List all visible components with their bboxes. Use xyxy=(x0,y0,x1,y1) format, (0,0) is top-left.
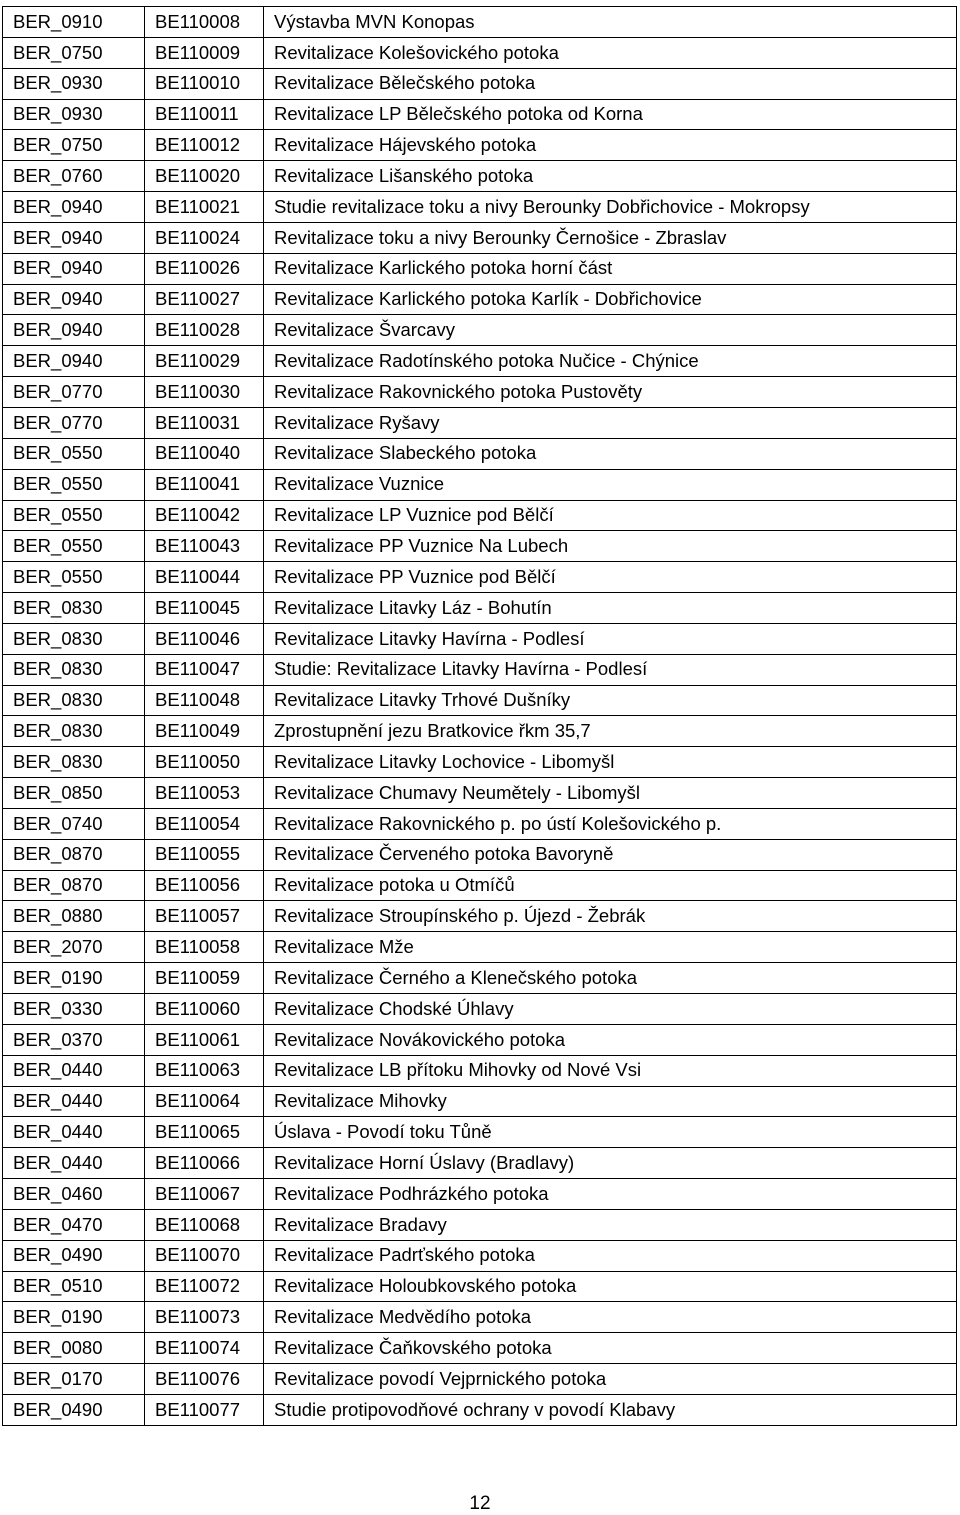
water-body-code-cell: BER_0550 xyxy=(3,469,145,500)
water-body-code-cell: BER_0940 xyxy=(3,222,145,253)
water-body-code-cell: BER_0470 xyxy=(3,1209,145,1240)
table-row xyxy=(3,161,957,192)
table-row xyxy=(3,994,957,1025)
measure-name-cell: Revitalizace Červeného potoka Bavoryně xyxy=(264,839,957,870)
table-row xyxy=(3,377,957,408)
water-body-code-cell: BER_0740 xyxy=(3,808,145,839)
measure-code-cell: BE110030 xyxy=(145,377,264,408)
table-row xyxy=(3,531,957,562)
measure-code-cell: BE110020 xyxy=(145,161,264,192)
measure-name-cell: Revitalizace Litavky Lochovice - Libomyšl xyxy=(264,747,957,778)
measure-code-cell: BE110054 xyxy=(145,808,264,839)
water-body-code-cell: BER_0550 xyxy=(3,500,145,531)
measure-name-cell: Studie protipovodňové ochrany v povodí Klabavy xyxy=(264,1394,957,1425)
measure-code-cell: BE110065 xyxy=(145,1117,264,1148)
measure-name-cell: Revitalizace Chodské Úhlavy xyxy=(264,994,957,1025)
measure-code-cell: BE110010 xyxy=(145,68,264,99)
table-row xyxy=(3,469,957,500)
measure-name-cell: Výstavba MVN Konopas xyxy=(264,7,957,38)
measure-code-cell: BE110024 xyxy=(145,222,264,253)
water-body-code-cell: BER_2070 xyxy=(3,932,145,963)
measure-code-cell: BE110045 xyxy=(145,593,264,624)
table-row xyxy=(3,130,957,161)
measure-code-cell: BE110027 xyxy=(145,284,264,315)
measure-name-cell: Revitalizace potoka u Otmíčů xyxy=(264,870,957,901)
measure-code-cell: BE110046 xyxy=(145,623,264,654)
water-body-code-cell: BER_0760 xyxy=(3,161,145,192)
measure-name-cell: Revitalizace Švarcavy xyxy=(264,315,957,346)
measure-code-cell: BE110028 xyxy=(145,315,264,346)
measure-name-cell: Revitalizace Kolešovického potoka xyxy=(264,37,957,68)
water-body-code-cell: BER_0940 xyxy=(3,284,145,315)
measure-name-cell: Revitalizace Bradavy xyxy=(264,1209,957,1240)
measure-name-cell: Revitalizace Radotínského potoka Nučice - Chýnice xyxy=(264,346,957,377)
table-row xyxy=(3,346,957,377)
water-body-code-cell: BER_0490 xyxy=(3,1394,145,1425)
table-row xyxy=(3,253,957,284)
measure-name-cell: Studie revitalizace toku a nivy Berounky Dobřichovice - Mokropsy xyxy=(264,192,957,223)
measure-code-cell: BE110059 xyxy=(145,963,264,994)
table-row xyxy=(3,407,957,438)
measure-name-cell: Revitalizace Ryšavy xyxy=(264,407,957,438)
measure-code-cell: BE110029 xyxy=(145,346,264,377)
table-row xyxy=(3,1117,957,1148)
table-row xyxy=(3,315,957,346)
measure-name-cell: Revitalizace Holoubkovského potoka xyxy=(264,1271,957,1302)
table-row xyxy=(3,623,957,654)
measure-name-cell: Revitalizace Bělečského potoka xyxy=(264,68,957,99)
table-row xyxy=(3,1394,957,1425)
water-body-code-cell: BER_0830 xyxy=(3,623,145,654)
measure-name-cell: Revitalizace Černého a Klenečského potoka xyxy=(264,963,957,994)
measure-code-cell: BE110008 xyxy=(145,7,264,38)
table-body xyxy=(3,7,957,1426)
water-body-code-cell: BER_0770 xyxy=(3,407,145,438)
table-row xyxy=(3,1209,957,1240)
table-row xyxy=(3,593,957,624)
measure-code-cell: BE110041 xyxy=(145,469,264,500)
measure-code-cell: BE110055 xyxy=(145,839,264,870)
table-row xyxy=(3,839,957,870)
measure-name-cell: Revitalizace Mže xyxy=(264,932,957,963)
measure-name-cell: Revitalizace LP Vuznice pod Bělčí xyxy=(264,500,957,531)
measure-name-cell: Revitalizace LB přítoku Mihovky od Nové Vsi xyxy=(264,1055,957,1086)
measure-code-cell: BE110064 xyxy=(145,1086,264,1117)
measure-name-cell: Revitalizace PP Vuznice pod Bělčí xyxy=(264,562,957,593)
table-row xyxy=(3,747,957,778)
table-row xyxy=(3,654,957,685)
measure-name-cell: Studie: Revitalizace Litavky Havírna - Podlesí xyxy=(264,654,957,685)
measure-code-cell: BE110077 xyxy=(145,1394,264,1425)
measure-code-cell: BE110057 xyxy=(145,901,264,932)
water-body-code-cell: BER_0550 xyxy=(3,531,145,562)
measure-name-cell: Revitalizace Stroupínského p. Újezd - Žebrák xyxy=(264,901,957,932)
table-row xyxy=(3,562,957,593)
project-table xyxy=(2,6,957,1426)
measure-code-cell: BE110012 xyxy=(145,130,264,161)
measure-name-cell: Revitalizace Karlického potoka horní část xyxy=(264,253,957,284)
table-row xyxy=(3,1364,957,1395)
table-row xyxy=(3,1086,957,1117)
measure-code-cell: BE110072 xyxy=(145,1271,264,1302)
measure-name-cell: Revitalizace Rakovnického p. po ústí Kolešovického p. xyxy=(264,808,957,839)
measure-code-cell: BE110021 xyxy=(145,192,264,223)
water-body-code-cell: BER_0080 xyxy=(3,1333,145,1364)
measure-code-cell: BE110061 xyxy=(145,1024,264,1055)
table-row xyxy=(3,932,957,963)
measure-name-cell: Revitalizace Čaňkovského potoka xyxy=(264,1333,957,1364)
water-body-code-cell: BER_0940 xyxy=(3,346,145,377)
measure-code-cell: BE110048 xyxy=(145,685,264,716)
water-body-code-cell: BER_0190 xyxy=(3,1302,145,1333)
measure-name-cell: Revitalizace Lišanského potoka xyxy=(264,161,957,192)
measure-code-cell: BE110042 xyxy=(145,500,264,531)
table-row xyxy=(3,438,957,469)
table-row xyxy=(3,1302,957,1333)
measure-code-cell: BE110070 xyxy=(145,1240,264,1271)
water-body-code-cell: BER_0910 xyxy=(3,7,145,38)
table-row xyxy=(3,284,957,315)
measure-code-cell: BE110026 xyxy=(145,253,264,284)
measure-code-cell: BE110031 xyxy=(145,407,264,438)
table-row xyxy=(3,778,957,809)
measure-code-cell: BE110011 xyxy=(145,99,264,130)
water-body-code-cell: BER_0830 xyxy=(3,747,145,778)
table-row xyxy=(3,1240,957,1271)
measure-code-cell: BE110058 xyxy=(145,932,264,963)
table-row xyxy=(3,1333,957,1364)
measure-name-cell: Revitalizace toku a nivy Berounky Černošice - Zbraslav xyxy=(264,222,957,253)
table-row xyxy=(3,1024,957,1055)
water-body-code-cell: BER_0460 xyxy=(3,1179,145,1210)
measure-code-cell: BE110009 xyxy=(145,37,264,68)
water-body-code-cell: BER_0830 xyxy=(3,593,145,624)
measure-code-cell: BE110076 xyxy=(145,1364,264,1395)
water-body-code-cell: BER_0750 xyxy=(3,130,145,161)
measure-name-cell: Revitalizace Karlického potoka Karlík - Dobřichovice xyxy=(264,284,957,315)
measure-code-cell: BE110063 xyxy=(145,1055,264,1086)
water-body-code-cell: BER_0830 xyxy=(3,654,145,685)
measure-code-cell: BE110049 xyxy=(145,716,264,747)
water-body-code-cell: BER_0440 xyxy=(3,1055,145,1086)
water-body-code-cell: BER_0170 xyxy=(3,1364,145,1395)
water-body-code-cell: BER_0930 xyxy=(3,68,145,99)
measure-name-cell: Revitalizace Litavky Havírna - Podlesí xyxy=(264,623,957,654)
measure-code-cell: BE110044 xyxy=(145,562,264,593)
measure-code-cell: BE110040 xyxy=(145,438,264,469)
water-body-code-cell: BER_0510 xyxy=(3,1271,145,1302)
measure-name-cell: Revitalizace Chumavy Neumětely - Libomyšl xyxy=(264,778,957,809)
water-body-code-cell: BER_0550 xyxy=(3,438,145,469)
measure-name-cell: Revitalizace Horní Úslavy (Bradlavy) xyxy=(264,1148,957,1179)
water-body-code-cell: BER_0940 xyxy=(3,192,145,223)
water-body-code-cell: BER_0190 xyxy=(3,963,145,994)
water-body-code-cell: BER_0550 xyxy=(3,562,145,593)
water-body-code-cell: BER_0940 xyxy=(3,315,145,346)
measure-name-cell: Revitalizace PP Vuznice Na Lubech xyxy=(264,531,957,562)
water-body-code-cell: BER_0370 xyxy=(3,1024,145,1055)
water-body-code-cell: BER_0880 xyxy=(3,901,145,932)
table-row xyxy=(3,500,957,531)
measure-code-cell: BE110060 xyxy=(145,994,264,1025)
measure-code-cell: BE110066 xyxy=(145,1148,264,1179)
measure-code-cell: BE110068 xyxy=(145,1209,264,1240)
measure-name-cell: Zprostupnění jezu Bratkovice řkm 35,7 xyxy=(264,716,957,747)
measure-code-cell: BE110043 xyxy=(145,531,264,562)
table-row xyxy=(3,222,957,253)
water-body-code-cell: BER_0870 xyxy=(3,870,145,901)
table-row xyxy=(3,685,957,716)
water-body-code-cell: BER_0830 xyxy=(3,685,145,716)
water-body-code-cell: BER_0440 xyxy=(3,1086,145,1117)
table-row xyxy=(3,68,957,99)
water-body-code-cell: BER_0440 xyxy=(3,1148,145,1179)
measure-name-cell: Revitalizace Hájevského potoka xyxy=(264,130,957,161)
measure-name-cell: Revitalizace Novákovického potoka xyxy=(264,1024,957,1055)
water-body-code-cell: BER_0770 xyxy=(3,377,145,408)
measure-name-cell: Revitalizace Mihovky xyxy=(264,1086,957,1117)
measure-name-cell: Revitalizace Padrťského potoka xyxy=(264,1240,957,1271)
table-row xyxy=(3,1179,957,1210)
table-row xyxy=(3,716,957,747)
measure-code-cell: BE110067 xyxy=(145,1179,264,1210)
table-row xyxy=(3,808,957,839)
measure-name-cell: Revitalizace Slabeckého potoka xyxy=(264,438,957,469)
measure-name-cell: Revitalizace Litavky Láz - Bohutín xyxy=(264,593,957,624)
measure-code-cell: BE110047 xyxy=(145,654,264,685)
measure-name-cell: Revitalizace Podhrázkého potoka xyxy=(264,1179,957,1210)
measure-name-cell: Revitalizace povodí Vejprnického potoka xyxy=(264,1364,957,1395)
measure-name-cell: Revitalizace Rakovnického potoka Pustověty xyxy=(264,377,957,408)
table-row xyxy=(3,901,957,932)
table-row xyxy=(3,1055,957,1086)
measure-name-cell: Revitalizace Medvědího potoka xyxy=(264,1302,957,1333)
water-body-code-cell: BER_0440 xyxy=(3,1117,145,1148)
water-body-code-cell: BER_0940 xyxy=(3,253,145,284)
water-body-code-cell: BER_0490 xyxy=(3,1240,145,1271)
measure-code-cell: BE110050 xyxy=(145,747,264,778)
measure-code-cell: BE110074 xyxy=(145,1333,264,1364)
table-row xyxy=(3,870,957,901)
table-row xyxy=(3,1148,957,1179)
table-row xyxy=(3,7,957,38)
water-body-code-cell: BER_0830 xyxy=(3,716,145,747)
measure-code-cell: BE110053 xyxy=(145,778,264,809)
water-body-code-cell: BER_0330 xyxy=(3,994,145,1025)
water-body-code-cell: BER_0870 xyxy=(3,839,145,870)
water-body-code-cell: BER_0930 xyxy=(3,99,145,130)
table-row xyxy=(3,37,957,68)
measure-name-cell: Revitalizace Litavky Trhové Dušníky xyxy=(264,685,957,716)
page-number: 12 xyxy=(469,1493,491,1514)
table-row xyxy=(3,963,957,994)
table-row xyxy=(3,1271,957,1302)
water-body-code-cell: BER_0850 xyxy=(3,778,145,809)
measure-code-cell: BE110073 xyxy=(145,1302,264,1333)
measure-name-cell: Revitalizace Vuznice xyxy=(264,469,957,500)
table-row xyxy=(3,192,957,223)
measure-code-cell: BE110056 xyxy=(145,870,264,901)
measure-name-cell: Revitalizace LP Bělečského potoka od Korna xyxy=(264,99,957,130)
water-body-code-cell: BER_0750 xyxy=(3,37,145,68)
measure-name-cell: Úslava - Povodí toku Tůně xyxy=(264,1117,957,1148)
table-row xyxy=(3,99,957,130)
